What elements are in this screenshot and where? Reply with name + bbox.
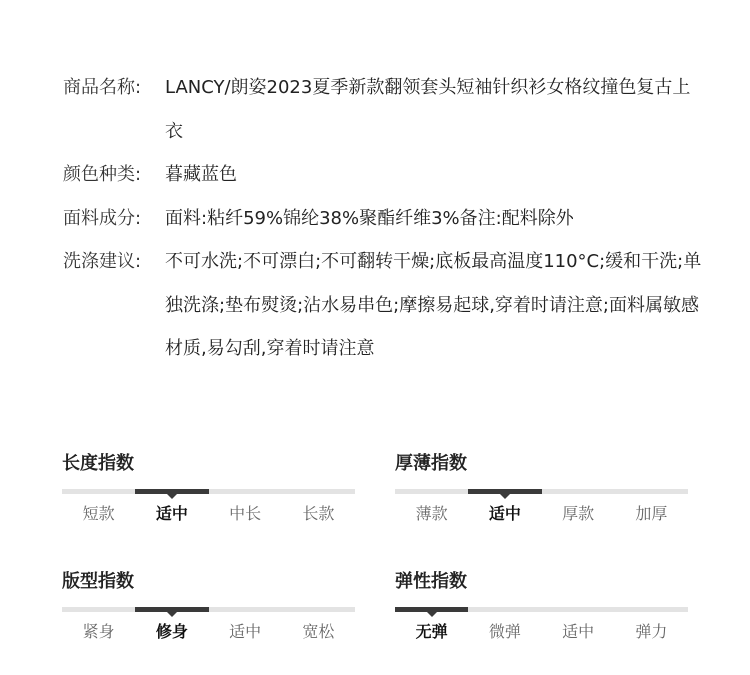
gauge-options bbox=[395, 620, 688, 644]
fit-gauge bbox=[62, 570, 355, 641]
length-gauge bbox=[62, 452, 355, 523]
gauge-option: 适中 bbox=[488, 504, 521, 523]
gauge-title: 厚薄指数 bbox=[395, 453, 467, 474]
gauge-track bbox=[62, 489, 355, 494]
gauge-option: 长款 bbox=[302, 504, 335, 523]
gauge-option: 适中 bbox=[229, 622, 262, 641]
spec-row-material bbox=[63, 197, 703, 241]
thickness-gauge bbox=[395, 452, 688, 523]
gauge-title: 长度指数 bbox=[62, 453, 134, 474]
gauge-option: 厚款 bbox=[562, 504, 595, 523]
gauge-option: 紧身 bbox=[82, 622, 115, 641]
gauge-title: 弹性指数 bbox=[395, 571, 467, 592]
gauge-option: 加厚 bbox=[635, 504, 668, 523]
gauge-option: 短款 bbox=[82, 504, 115, 523]
gauge-track bbox=[395, 489, 688, 494]
gauge-track bbox=[62, 607, 355, 612]
spec-value: LANCY/朗姿2023夏季新款翻领套头短袖针织衫女格纹撞色复古上衣 bbox=[165, 77, 691, 142]
gauge-options bbox=[395, 502, 688, 526]
elasticity-gauge bbox=[395, 570, 688, 641]
product-specs bbox=[63, 66, 703, 371]
spec-row-washing bbox=[63, 240, 703, 371]
gauge-option: 中长 bbox=[229, 504, 262, 523]
gauge-option: 微弹 bbox=[488, 622, 521, 641]
spec-label: 颜色种类: bbox=[63, 164, 142, 185]
gauge-pointer-icon bbox=[167, 494, 177, 499]
gauge-track bbox=[395, 607, 688, 612]
gauge-options bbox=[62, 620, 355, 644]
gauge-option: 无弹 bbox=[415, 622, 448, 641]
gauge-pointer-icon bbox=[167, 612, 177, 617]
spec-row-color bbox=[63, 153, 703, 197]
gauge-option: 适中 bbox=[155, 504, 188, 523]
spec-value: 暮藏蓝色 bbox=[165, 164, 237, 185]
gauge-option: 修身 bbox=[155, 622, 188, 641]
gauge-pointer-icon bbox=[500, 494, 510, 499]
spec-value: 不可水洗;不可漂白;不可翻转干燥;底板最高温度110°C;缓和干洗;单独洗涤;垫布熨烫;沾水易串色;摩擦易起球,穿着时请注意;面料属敏感材质,易勾刮,穿着时请注意 bbox=[165, 251, 702, 359]
gauge-title: 版型指数 bbox=[62, 571, 134, 592]
gauge-option: 适中 bbox=[562, 622, 595, 641]
spec-value: 面料:粘纤59%锦纶38%聚酯纤维3%备注:配料除外 bbox=[165, 207, 574, 229]
spec-label: 商品名称: bbox=[63, 77, 142, 98]
gauge-options bbox=[62, 502, 355, 526]
spec-label: 洗涤建议: bbox=[63, 251, 142, 272]
gauge-option: 宽松 bbox=[302, 622, 335, 641]
gauge-option: 薄款 bbox=[415, 504, 448, 523]
spec-row-product-name bbox=[63, 66, 703, 153]
gauge-option: 弹力 bbox=[635, 622, 668, 641]
spec-label: 面料成分: bbox=[63, 207, 142, 229]
gauge-pointer-icon bbox=[427, 612, 437, 617]
